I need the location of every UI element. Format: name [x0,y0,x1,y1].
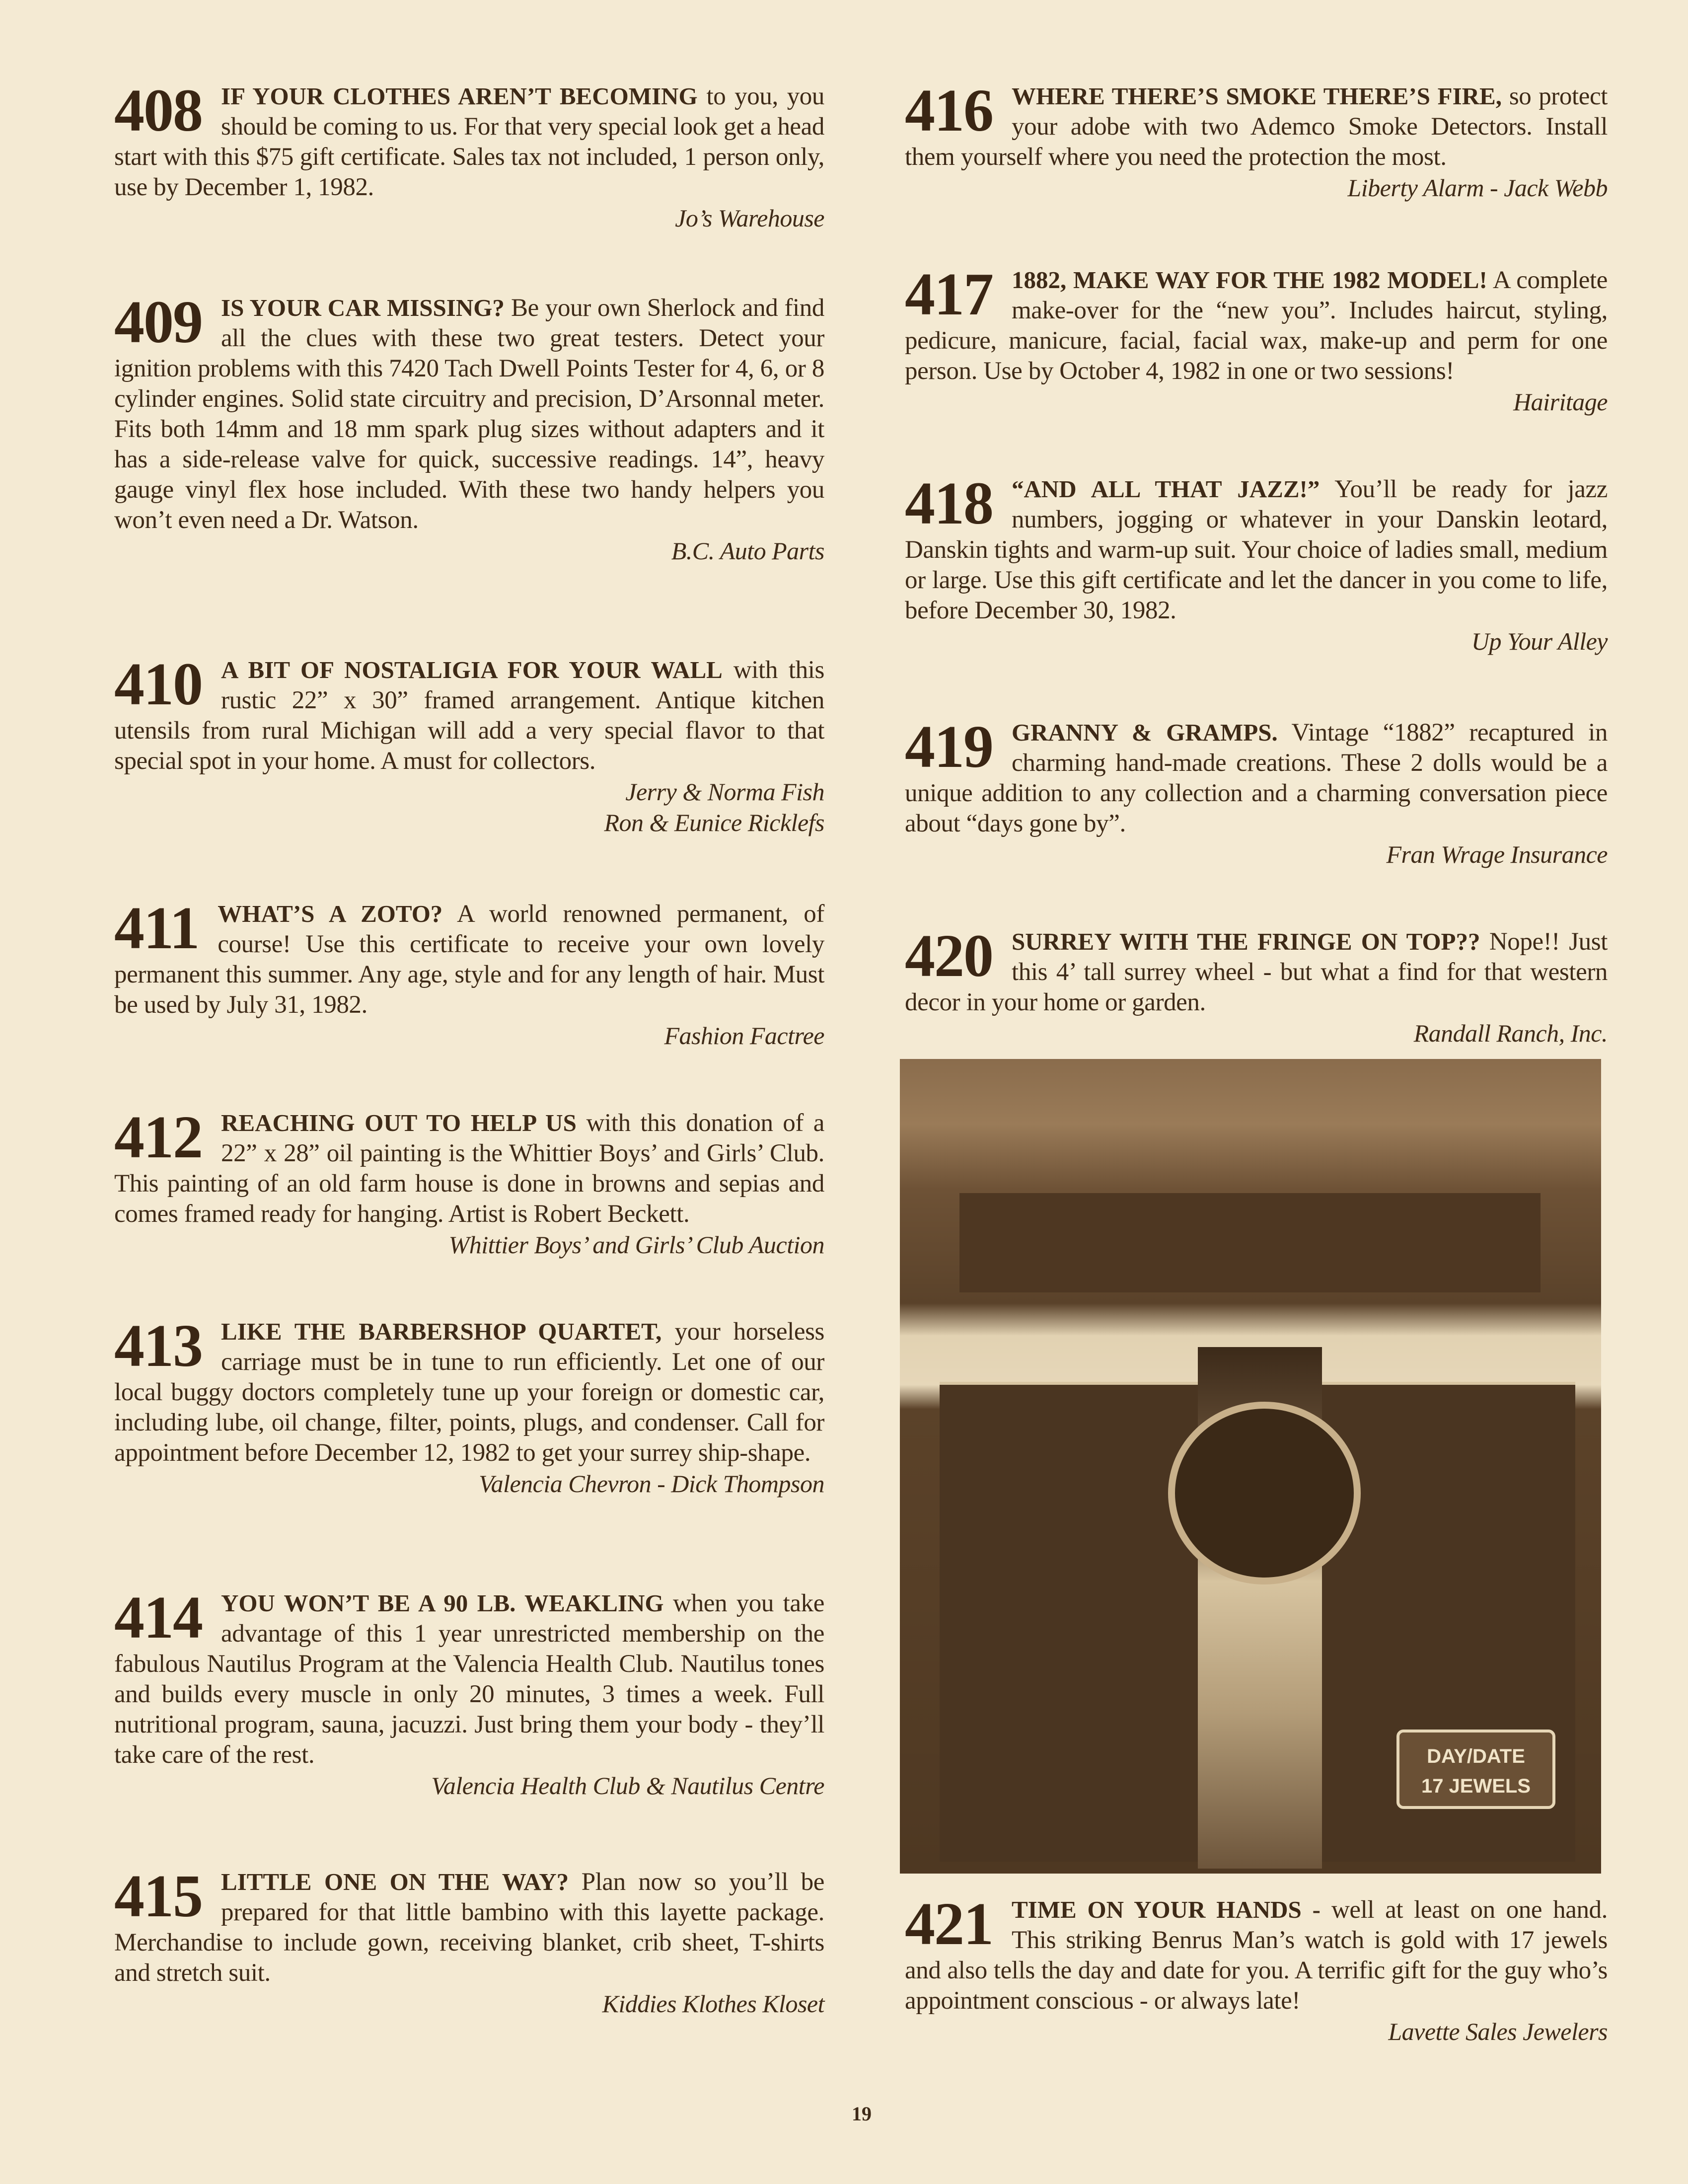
lot-number: 421 [905,1890,993,1958]
entry-body: with this rustic 22” x 30” framed arrangement. Antique kitchen utensils from rural Michigan will add a very special flavor to that special spot in your home. A must for collectors. [114,656,824,775]
lot-number: 419 [905,713,993,780]
entry-heading: YOU WON’T BE A 90 LB. WEAKLING [221,1589,664,1617]
donor-name: B.C. Auto Parts [671,537,824,565]
donor-name: Lavette Sales Jewelers [1388,2018,1608,2045]
catalog-entry-414 [114,1584,825,1801]
lot-number: 413 [114,1312,202,1379]
tag-line-2: 17 JEWELS [1421,1775,1531,1797]
entry-text [905,77,1608,172]
catalog-entry-411 [114,895,824,1051]
entry-body: Be your own Sherlock and find all the clues with these two great testers. Detect your ignition problems with this 7420 Tach Dwell Points Tester for 4, 6, or 8 cylinder engines. Solid state circuitry and precision, D’Arsonnal meter. Fits both 14mm and 18 mm spark plug sizes without adapters and it has a side-release valve for quick, successive readings. 14”, heavy gauge vinyl flex hose included. With these two handy helpers you won’t even need a Dr. Watson. [114,294,824,534]
watch-photo [900,1059,1601,1874]
catalog-entry-413 [114,1312,824,1499]
entry-heading: LITTLE ONE ON THE WAY? [221,1868,569,1895]
entry-body: Vintage “1882” recaptured in charming hand-made creations. These 2 dolls would be a unique addition to any collection and a charming conversation piece about “days gone by”. [905,719,1608,837]
donor-name: Jerry & Norma Fish [625,778,824,806]
entry-body: A world renowned permanent, of course! Use this certificate to receive your own lovely permanent this summer. Any age, style and for any length of hair. Must be used by July 31, 1982. [114,900,824,1019]
entry-body: Nope!! Just this 4’ tall surrey wheel - but what a find for that western decor in your home or garden. [905,928,1608,1016]
donor-name: Fran Wrage Insurance [1386,840,1608,868]
entry-text [905,1890,1608,2016]
lot-number: 418 [905,470,993,537]
entry-body: with this donation of a 22” x 28” oil painting is the Whittier Boys’ and Girls’ Club. This painting of an old farm house is done in browns and sepias and comes framed ready for hanging. Artist is Robert Beckett. [114,1109,824,1228]
entry-heading: WHERE THERE’S SMOKE THERE’S FIRE, [1012,82,1502,110]
donor-name: Up Your Alley [1471,627,1608,655]
donor-name: Liberty Alarm - Jack Webb [1347,174,1608,202]
catalog-entry-408 [114,77,824,233]
entry-heading: REACHING OUT TO HELP US [221,1109,577,1136]
catalog-entry-417 [905,261,1608,417]
entry-heading: 1882, MAKE WAY FOR THE 1982 MODEL! [1012,266,1487,294]
entry-heading: A BIT OF NOSTALIGIA FOR YOUR WALL [221,656,723,683]
entry-heading: “AND ALL THAT JAZZ!” [1012,475,1320,503]
lot-number: 412 [114,1104,202,1171]
entry-body: You’ll be ready for jazz numbers, jogging or whatever in your Danskin leotard, Danskin tights and warm-up suit. Your choice of ladies small, medium or large. Use this gift certificate and let the dancer in you come to life, before December 30, 1982. [905,475,1608,624]
entry-text [905,922,1608,1018]
watch-tag [1396,1730,1555,1809]
entry-body: your horseless carriage must be in tune to run efficiently. Let one of our local buggy doctors completely tune up your foreign or domestic car, including lube, oil change, filter, points, plugs, and condenser. Call for appointment before December 12, 1982 to get your surrey ship-shape. [114,1318,824,1467]
catalog-entry-421 [905,1890,1608,2047]
lot-number: 411 [114,895,199,962]
entry-heading: IS YOUR CAR MISSING? [221,294,505,321]
entry-heading: SURREY WITH THE FRINGE ON TOP?? [1012,928,1480,955]
box-lid [959,1193,1541,1292]
donor-name: Hairitage [1513,388,1608,416]
entry-text [905,713,1608,839]
lot-number: 409 [114,289,202,356]
entry-text [114,1104,824,1229]
donor-name: Kiddies Klothes Kloset [602,1990,824,2018]
entry-text [114,651,824,776]
entry-text [114,289,824,535]
lot-number: 408 [114,77,202,144]
catalog-entry-412 [114,1104,824,1260]
entry-text [114,1863,825,1988]
entry-body: when you take advantage of this 1 year unrestricted membership on the fabulous Nautilus Program at the Valencia Health Club. Nautilus tones and builds every muscle in only 20 minutes, 3 times a week. Full nutritional program, sauna, jacuzzi. Just bring them your body - they’ll take care of the rest. [114,1589,825,1769]
entry-body: well at least on one hand. This striking Benrus Man’s watch is gold with 17 jewels and also tells the day and date for you. A terrific gift for the guy who’s appointment conscious - or always late! [905,1896,1608,2015]
entry-body: so protect your adobe with two Ademco Smoke Detectors. Install them yourself where you need the protection the most. [905,82,1608,171]
donor-name: Valencia Chevron - Dick Thompson [479,1470,824,1498]
lot-number: 417 [905,261,993,328]
lot-number: 415 [114,1863,202,1930]
entry-body: Plan now so you’ll be prepared for that little bambino with this layette package. Merchandise to include gown, receiving blanket, crib sheet, T-shirts and stretch suit. [114,1868,825,1987]
entry-heading: LIKE THE BARBERSHOP QUARTET, [221,1318,662,1345]
entry-heading: GRANNY & GRAMPS. [1012,719,1278,746]
entry-heading: IF YOUR CLOTHES AREN’T BECOMING [221,82,698,110]
entry-heading: TIME ON YOUR HANDS - [1012,1896,1321,1923]
donor-name: Whittier Boys’ and Girls’ Club Auction [448,1231,824,1259]
catalog-entry-419 [905,713,1608,870]
lot-number: 410 [114,651,202,718]
catalog-entry-418 [905,470,1608,657]
lot-number: 416 [905,77,993,144]
entry-body: to you, you should be coming to us. For that very special look get a head start with this $75 gift certificate. Sales tax not included, 1 person only, use by December 1, 1982. [114,82,824,201]
donor-name: Valencia Health Club & Nautilus Centre [431,1772,824,1800]
entry-text [114,77,824,203]
tag-line-1: DAY/DATE [1427,1745,1525,1767]
donor-name: Ron & Eunice Ricklefs [604,809,824,836]
entry-body: A complete make-over for the “new you”. Includes haircut, styling, pedicure, manicure, facial, facial wax, make-up and perm for one person. Use by October 4, 1982 in one or two sessions! [905,266,1608,385]
donor-name: Fashion Factree [664,1022,824,1050]
watch-face [1168,1402,1361,1584]
lot-number: 420 [905,922,993,989]
entry-text [905,261,1608,386]
entry-text [905,470,1608,626]
donor-name: Randall Ranch, Inc. [1413,1019,1608,1047]
catalog-entry-410 [114,651,824,838]
page-number: 19 [852,2103,872,2125]
catalog-entry-420 [905,922,1608,1049]
entry-heading: WHAT’S A ZOTO? [218,900,443,927]
entry-text [114,895,824,1020]
catalog-entry-416 [905,77,1608,203]
entry-text [114,1312,824,1468]
entry-text [114,1584,825,1770]
lot-number: 414 [114,1584,202,1651]
catalog-entry-409 [114,289,824,566]
donor-name: Jo’s Warehouse [675,204,824,232]
catalog-entry-415 [114,1863,825,2019]
